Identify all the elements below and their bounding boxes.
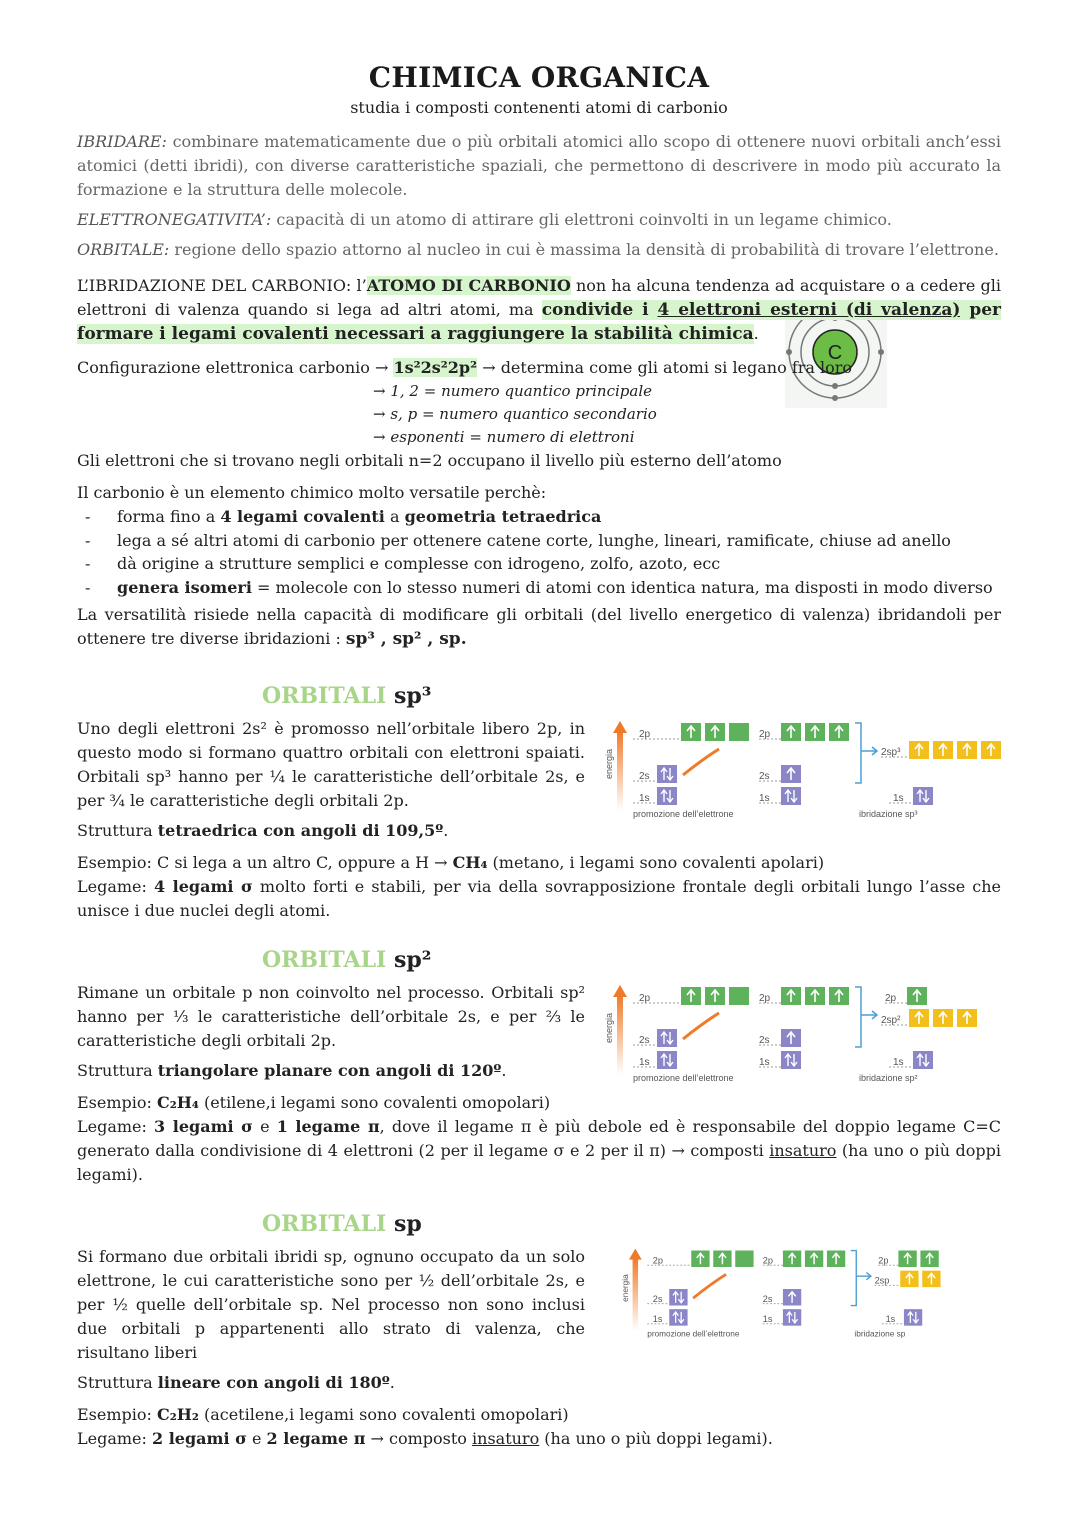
promotion-label: promozione dell’elettrone bbox=[633, 809, 734, 819]
sp3-structure: Struttura tetraedrica con angoli di 109,5º. bbox=[77, 821, 449, 840]
page-subtitle: studia i composti contenenti atomi di carbonio bbox=[350, 98, 728, 117]
sp-bond: Legame: 2 legami σ e 2 legame π → composto insaturo (ha uno o più doppi legami). bbox=[77, 1429, 773, 1448]
energy-label: energia bbox=[604, 748, 614, 779]
promotion-curve bbox=[683, 749, 719, 775]
level-label-2p: 2p bbox=[639, 993, 651, 1004]
list-item: - dà origine a strutture semplici e complesse con idrogeno, zolfo, azoto, ecc bbox=[77, 552, 1001, 576]
hybridization-label: ibridazione sp² bbox=[859, 1073, 918, 1083]
page-title: CHIMICA ORGANICA bbox=[368, 61, 710, 94]
level-label-2s: 2s bbox=[639, 1035, 650, 1046]
sp-structure: Struttura lineare con angoli di 180º. bbox=[77, 1373, 395, 1392]
level-label-2s: 2s bbox=[762, 1293, 773, 1304]
level-label-2p: 2p bbox=[759, 729, 771, 740]
sp2-orbital-diagram bbox=[604, 981, 999, 1091]
level-label-2s: 2s bbox=[652, 1293, 663, 1304]
orbital-box bbox=[781, 1051, 801, 1069]
config-line: Configurazione elettronica carbonio → 1s²2s²2p² → determina come gli atomi si legano fra loro bbox=[77, 358, 853, 377]
hybrid-arrow bbox=[861, 1011, 877, 1019]
section-title-sp3: ORBITALI sp³ bbox=[262, 683, 432, 709]
level-label-1s: 1s bbox=[759, 1057, 770, 1068]
orbital-box bbox=[669, 1289, 687, 1306]
sp-example: Esempio: C₂H₂ (acetilene,i legami sono covalenti omopolari) bbox=[77, 1405, 569, 1424]
hybrid-orbital-label: 2sp³ bbox=[881, 747, 901, 758]
level-label-1s: 1s bbox=[762, 1314, 773, 1324]
sp3-example: Esempio: C si lega a un altro C, oppure a H → CH₄ (metano, i legami sono covalenti apolari) bbox=[77, 853, 825, 872]
level-label-1s: 1s bbox=[759, 793, 770, 804]
definition-ibridare: IBRIDARE: combinare matematicamente due o più orbitali atomici allo scopo di ottenere nuovi orbitali anch’essi atomici (detti ibridi), con diverse caratteristiche spaziali, che permettono di descrivere in modo più accurato la formazione e la struttura delle molecole. bbox=[77, 132, 1001, 199]
hybrid-orbital-label: 2sp bbox=[874, 1275, 890, 1286]
sp2-structure: Struttura triangolare planare con angoli di 120º. bbox=[77, 1061, 507, 1080]
level-label-1s: 1s bbox=[652, 1314, 663, 1324]
orbital-box bbox=[904, 1309, 922, 1326]
sp3-orbital-diagram bbox=[604, 717, 999, 827]
energy-axis bbox=[617, 731, 623, 811]
promotion-curve bbox=[683, 1013, 719, 1039]
level-label-1s: 1s bbox=[893, 793, 904, 804]
orbital-box bbox=[783, 1309, 801, 1326]
orbital-box bbox=[657, 787, 677, 805]
orbital-box bbox=[657, 1051, 677, 1069]
hybrid-bracket bbox=[851, 1251, 857, 1306]
promotion-label: promozione dell’elettrone bbox=[633, 1073, 734, 1083]
energy-arrow-head bbox=[629, 1249, 642, 1260]
level-label-2s: 2s bbox=[639, 771, 650, 782]
level-label-2p: 2p bbox=[652, 1255, 663, 1266]
level-label-2p: 2p bbox=[639, 729, 651, 740]
energy-label: energia bbox=[621, 1274, 630, 1302]
sp2-bond: Legame: 3 legami σ e 1 legame π, dove il legame π è più debole ed è responsabile del doppio legame C=C generato dalla condivisione di 4 elettroni (2 per il legame σ e 2 per il π) → composti insaturo (ha uno o più doppi legami). bbox=[77, 1117, 1002, 1184]
energy-arrow-head bbox=[613, 985, 627, 997]
document-page bbox=[77, 60, 1001, 1451]
orbital-box bbox=[729, 723, 749, 741]
level-label-2p: 2p bbox=[878, 1255, 889, 1266]
sp-body: Si formano due orbitali ibridi sp, ognuno occupato da un solo elettrone, le cui caratteristiche sono per ½ dell’orbitale 2s, e per ½ quelle dell’orbitale sp. Nel processo non sono inclusi due orbitali p appartenenti allo strato di valenza, che risultano liberi bbox=[77, 1247, 585, 1362]
orbital-box bbox=[913, 1051, 933, 1069]
hybrid-bracket bbox=[855, 987, 861, 1047]
sp2-example: Esempio: C₂H₄ (etilene,i legami sono covalenti omopolari) bbox=[77, 1093, 551, 1112]
atom-symbol: C bbox=[827, 342, 843, 364]
definition-orbitale: ORBITALE: regione dello spazio attorno al nucleo in cui è massima la densità di probabilità di trovare l’elettrone. bbox=[77, 240, 999, 259]
level-label-1s: 1s bbox=[639, 793, 650, 804]
energy-label: energia bbox=[604, 1012, 614, 1043]
config-note: → 1, 2 = numero quantico principale bbox=[373, 382, 652, 400]
versatile-outro: La versatilità risiede nella capacità di modificare gli orbitali (del livello energetico di valenza) ibridandoli per ottenere tre diverse ibridazioni : sp³ , sp² , sp. bbox=[77, 605, 1001, 649]
orbital-box bbox=[669, 1309, 687, 1326]
hybrid-arrow bbox=[856, 1273, 871, 1280]
section-title-sp: ORBITALI sp bbox=[262, 1211, 422, 1237]
energy-axis bbox=[633, 1258, 639, 1331]
level-label-1s: 1s bbox=[885, 1314, 896, 1324]
level-label-2s: 2s bbox=[759, 1035, 770, 1046]
promotion-label: promozione dell’elettrone bbox=[647, 1329, 740, 1339]
orbital-box bbox=[657, 1029, 677, 1047]
promotion-curve bbox=[693, 1274, 726, 1298]
sp2-body: Rimane un orbitale p non coinvolto nel processo. Orbitali sp² hanno per ⅓ le caratteristiche dell’orbitale 2s, e per ⅔ le caratteristiche degli orbitali 2p. bbox=[77, 983, 585, 1050]
list-item: - forma fino a 4 legami covalenti a geometria tetraedrica bbox=[77, 505, 1001, 529]
orbital-box bbox=[657, 765, 677, 783]
versatile-intro: Il carbonio è un elemento chimico molto versatile perchè: bbox=[77, 483, 547, 502]
sp-orbital-diagram bbox=[609, 1245, 999, 1355]
list-item: - lega a sé altri atomi di carbonio per ottenere catene corte, lunghe, lineari, ramificate, chiuse ad anello bbox=[77, 529, 1001, 553]
hybrid-bracket bbox=[855, 723, 861, 783]
level-label-2s: 2s bbox=[759, 771, 770, 782]
sp3-body: Uno degli elettroni 2s² è promosso nell’orbitale libero 2p, in questo modo si formano quattro orbitali con elettroni spaiati. Orbitali sp³ hanno per ¼ le caratteristiche dell’orbitale 2s, e per ¾ le caratteristiche degli orbitali 2p. bbox=[77, 719, 585, 810]
definition-elettronegativita: ELETTRONEGATIVITA’: capacità di un atomo di attirare gli elettroni coinvolti in un legame chimico. bbox=[77, 210, 892, 229]
orbital-box bbox=[735, 1251, 753, 1268]
level-label-1s: 1s bbox=[639, 1057, 650, 1068]
level-label-2p: 2p bbox=[759, 993, 771, 1004]
level-label-1s: 1s bbox=[893, 1057, 904, 1068]
list-item: - genera isomeri = molecole con lo stesso numeri di atomi con identica natura, ma disposti in modo diverso bbox=[77, 576, 1001, 600]
orbital-box bbox=[913, 787, 933, 805]
sp3-bond: Legame: 4 legami σ molto forti e stabili, per via della sovrapposizione frontale degli orbitali lungo l’asse che unisce i due nuclei degli atomi. bbox=[77, 877, 1002, 920]
orbital-box bbox=[729, 987, 749, 1005]
hybridization-label: ibridazione sp³ bbox=[859, 809, 918, 819]
outer-level-text: Gli elettroni che si trovano negli orbitali n=2 occupano il livello più esterno dell’atomo bbox=[77, 451, 782, 470]
energy-axis bbox=[617, 995, 623, 1075]
energy-arrow-head bbox=[613, 721, 627, 733]
orbital-box bbox=[781, 787, 801, 805]
hybridization-label: ibridazione sp bbox=[854, 1329, 906, 1339]
config-note: → s, p = numero quantico secondario bbox=[373, 405, 657, 423]
hybrid-orbital-label: 2sp² bbox=[881, 1015, 901, 1026]
hybrid-arrow bbox=[861, 747, 877, 755]
level-label-2p: 2p bbox=[762, 1255, 773, 1266]
section-title-sp2: ORBITALI sp² bbox=[262, 947, 432, 973]
config-note: → esponenti = numero di elettroni bbox=[373, 428, 635, 446]
ibridazione-paragraph: L’IBRIDAZIONE DEL CARBONIO: l’ATOMO DI CARBONIO non ha alcuna tendenza ad acquistare o a cedere gli elettroni di valenza quando si lega ad altri atomi, ma condivide i 4 elettroni esterni (di valenza) per formare i legami covalenti necessari a raggiungere la stabilità chimica. bbox=[77, 276, 1002, 344]
level-label-2p: 2p bbox=[885, 993, 897, 1004]
versatile-list bbox=[77, 505, 1001, 599]
